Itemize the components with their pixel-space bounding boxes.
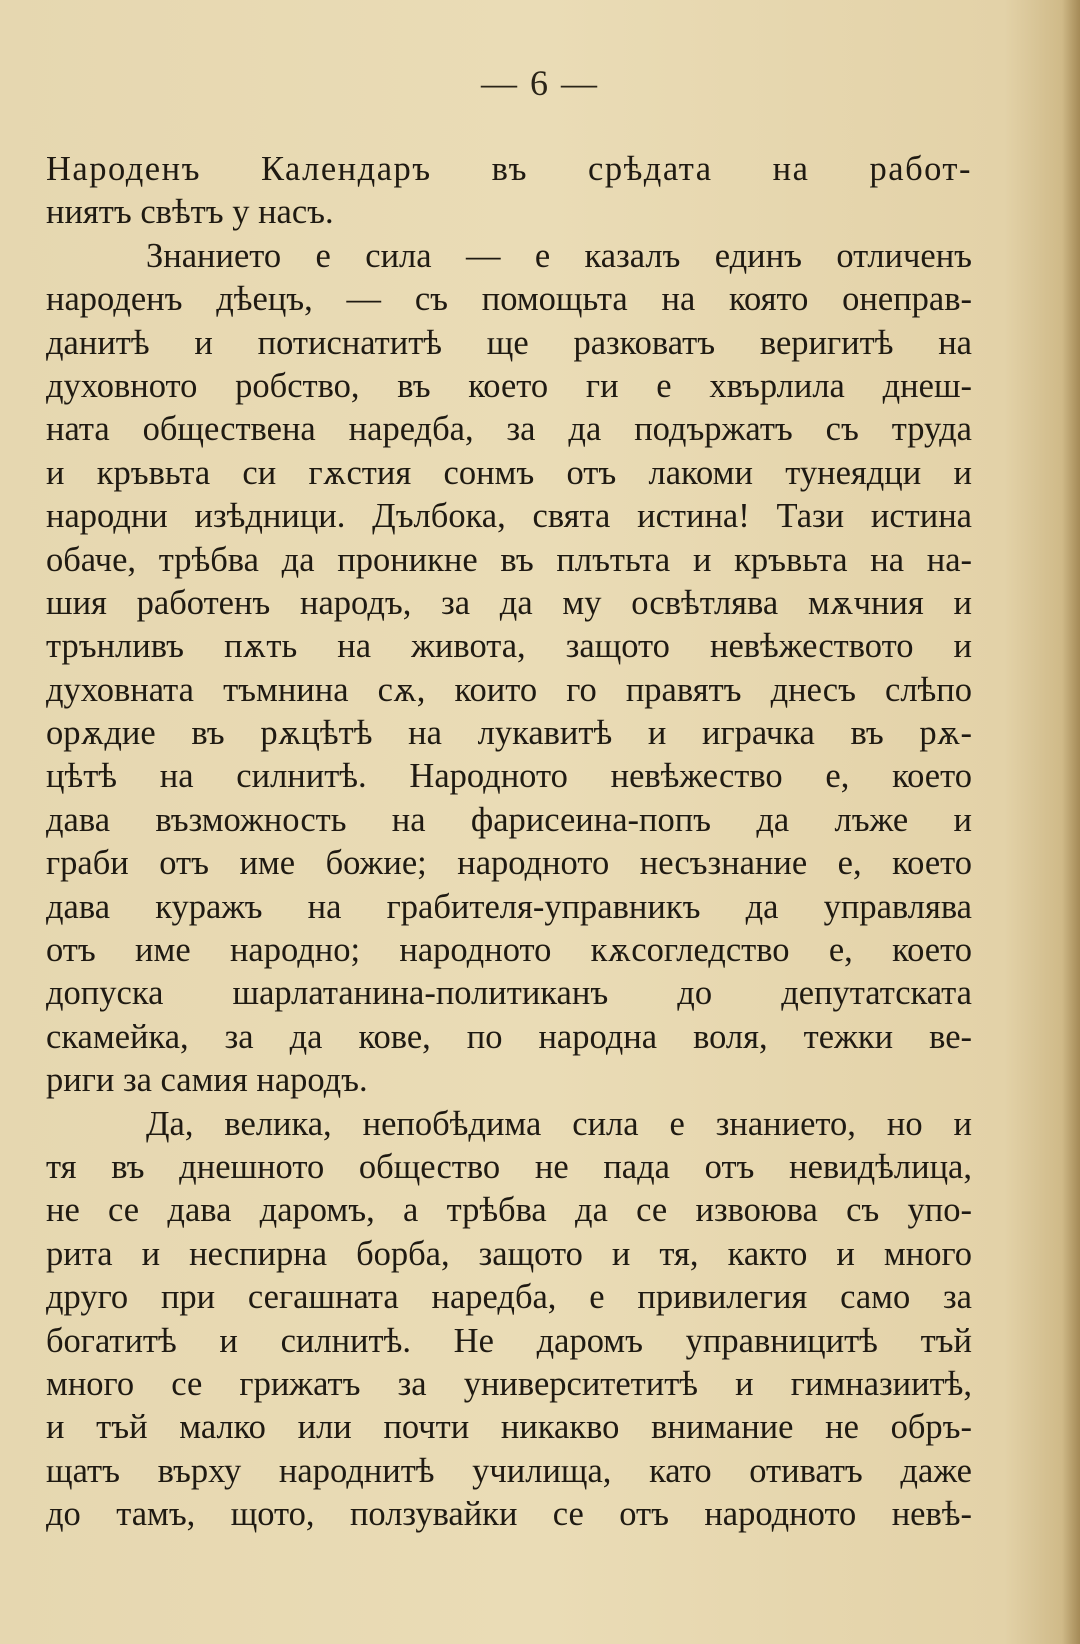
text-line: дава куражъ на грабителя-управникъ да управлява (46, 887, 972, 926)
text-line: допуска шарлатанина-политиканъ до депутатската (46, 974, 972, 1013)
text-line: дава възможность на фарисеина-попъ да лъже и (46, 800, 972, 839)
text-line: духовното робство, въ което ги е хвърлила днеш- (46, 366, 972, 405)
text-line: друго при сегашната наредба, е привилегия само за (46, 1278, 972, 1317)
text-line: отъ име народно; народното кѫсогледство е, което (46, 931, 972, 970)
text-line: Народенъ Календаръ въ срѣдата на работ- (46, 150, 972, 188)
text-line: много се грижатъ за университетитѣ и гимназиитѣ, (46, 1364, 972, 1403)
text-line: Да, велика, непобѣдима сила е знанието, но и (146, 1104, 972, 1143)
text-line: и кръвьта си гѫстия сонмъ отъ лакоми тунеядци и (46, 453, 972, 492)
text-line: не се дава даромъ, а трѣбва да се извоюва съ упо- (46, 1191, 972, 1230)
text-line: шия работенъ народъ, за да му освѣтлява мѫчния и (46, 583, 972, 622)
text-line: цѣтѣ на силнитѣ. Народното невѣжество е, което (46, 757, 972, 796)
text-line: трънливъ пѫть на живота, защото невѣжеството и (46, 627, 972, 666)
text-line: богатитѣ и силнитѣ. Не даромъ управницитѣ тъй (46, 1321, 972, 1360)
page-number: — 6 — (481, 63, 599, 103)
text-line: орѫдие въ рѫцѣтѣ на лукавитѣ и играчка въ рѫ- (46, 714, 972, 753)
text-line: обаче, трѣбва да проникне въ плътьта и кръвьта на на- (46, 540, 972, 579)
text-line: данитѣ и потиснатитѣ ще разковатъ веригитѣ на (46, 323, 972, 362)
text-line: тя въ днешното общество не пада отъ невидѣлица, (46, 1147, 972, 1186)
text-line: народенъ дѣецъ, — съ помощьта на която онеправ- (46, 280, 972, 319)
text-line: скамейка, за да кове, по народна воля, тежки ве- (46, 1017, 972, 1056)
text-line: народни изѣдници. Дълбока, свята истина! Тази истина (46, 497, 972, 536)
body-text (46, 148, 972, 1537)
text-line: щатъ върху народнитѣ училища, като отиватъ даже (46, 1451, 972, 1490)
text-line: духовната тъмнина сѫ, които го правятъ днесъ слѣпо (46, 670, 972, 709)
text-line: Знанието е сила — е казалъ единъ отличенъ (146, 236, 972, 275)
text-line: и тъй малко или почти никакво внимание не обръ- (46, 1408, 972, 1447)
text-line: граби отъ име божие; народното несъзнание е, което (46, 844, 972, 883)
text-line: ната обществена наредба, за да подържатъ съ труда (46, 410, 972, 449)
text-line: риги за самия народъ. (46, 1061, 368, 1100)
text-line: рита и неспирна борба, защото и тя, както и много (46, 1234, 972, 1273)
text-line: до тамъ, щото, ползувайки се отъ народното невѣ- (46, 1495, 972, 1534)
text-line: ниятъ свѣтъ у насъ. (46, 193, 334, 232)
